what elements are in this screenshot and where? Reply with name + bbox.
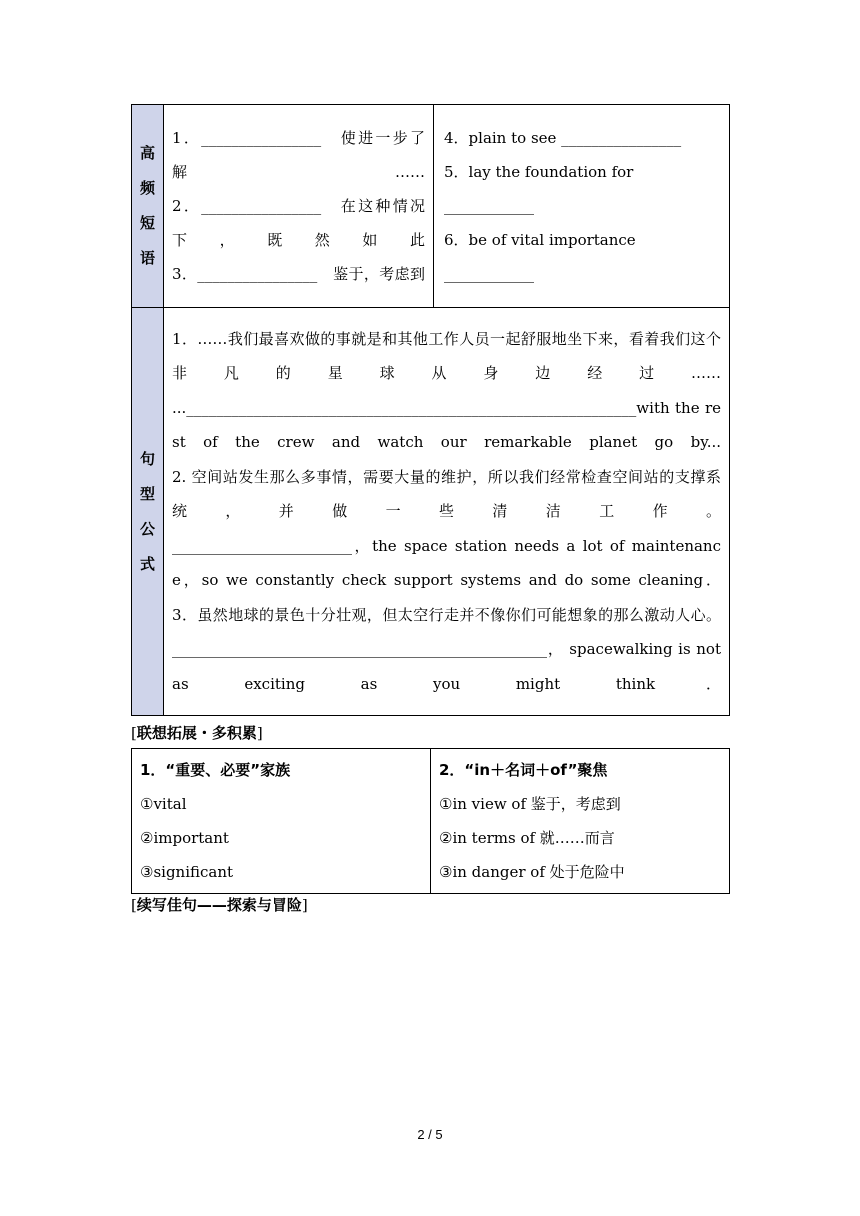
- phrase-item-1: 1．________________ 使进一步了解……: [172, 129, 425, 181]
- phrase-item-6: 6．be of vital importance ____________: [444, 231, 636, 283]
- expansion-table: [131, 748, 730, 894]
- phrase-item-3: 3．________________ 鉴于，考虑到: [172, 265, 425, 283]
- label-char: 短: [139, 214, 155, 232]
- phrases-label: [132, 105, 164, 308]
- phrases-right-cell: [434, 105, 730, 308]
- expansion-right-cell: [431, 749, 730, 894]
- heading-text: 联想拓展・多积累: [136, 724, 257, 742]
- bracket: [: [131, 896, 137, 914]
- label-char: 式: [139, 554, 155, 573]
- label-char: 频: [139, 179, 155, 197]
- family-item: ①vital: [140, 795, 187, 813]
- sentence-2-cn: 2. 空间站发生那么多事情，需要大量的维护，所以我们经常检查空间站的支撑系统，并做一些清洁工作。: [172, 467, 721, 521]
- phrases-left-cell: [164, 105, 434, 308]
- family-title: 1．“重要、必要”家族: [140, 761, 291, 779]
- pattern-title: 2．“in＋名词＋of”聚焦: [439, 761, 608, 779]
- sentences-label: [132, 308, 164, 716]
- label-char: 型: [139, 484, 155, 503]
- label-char: 句: [139, 449, 155, 468]
- sentence-1-en: ...____________________________________________________________with the rest of the crew and watch our remarkable planet go by...: [172, 398, 721, 452]
- heading-text: 续写佳句——探索与冒险: [136, 896, 302, 914]
- expansion-left-cell: [132, 749, 431, 894]
- bracket: [: [131, 724, 137, 742]
- sentence-2-en: ________________________，the space station needs a lot of maintenance，so we constantly check support systems and do some cleaning．: [172, 536, 721, 590]
- label-char: 高: [139, 144, 155, 162]
- vocabulary-table: [131, 104, 730, 716]
- bracket: ]: [256, 724, 263, 742]
- label-char: 公: [139, 519, 155, 538]
- bracket: ]: [301, 896, 308, 914]
- pattern-item: ①in view of 鉴于，考虑到: [439, 795, 621, 813]
- page-number: 2 / 5: [417, 1127, 443, 1142]
- sentences-cell: [164, 308, 730, 716]
- pattern-item: ③in danger of 处于危险中: [439, 863, 625, 881]
- sentence-3-en: __________________________________________________， spacewalking is not as exciting as you might think．: [172, 640, 721, 693]
- sentence-1-cn: 1．……我们最喜欢做的事就是和其他工作人员一起舒服地坐下来，看着我们这个非凡的星球从身边经过……: [172, 329, 721, 383]
- heading-expand: [131, 722, 263, 743]
- expansion-row: [132, 749, 730, 894]
- sentences-row: [132, 308, 730, 716]
- sentence-3-cn: 3．虽然地球的景色十分壮观，但太空行走并不像你们可能想象的那么激动人心。: [172, 605, 721, 624]
- heading-writing: [131, 894, 308, 915]
- label-char: 语: [139, 249, 155, 267]
- phrases-row: [132, 105, 730, 308]
- family-item: ②important: [140, 829, 229, 847]
- phrase-item-4: 4．plain to see ________________: [444, 129, 682, 147]
- phrase-item-2: 2．________________ 在这种情况下，既然如此: [172, 197, 425, 249]
- phrase-item-5: 5．lay the foundation for ____________: [444, 163, 634, 215]
- pattern-item: ②in terms of 就……而言: [439, 829, 615, 847]
- family-item: ③significant: [140, 863, 234, 881]
